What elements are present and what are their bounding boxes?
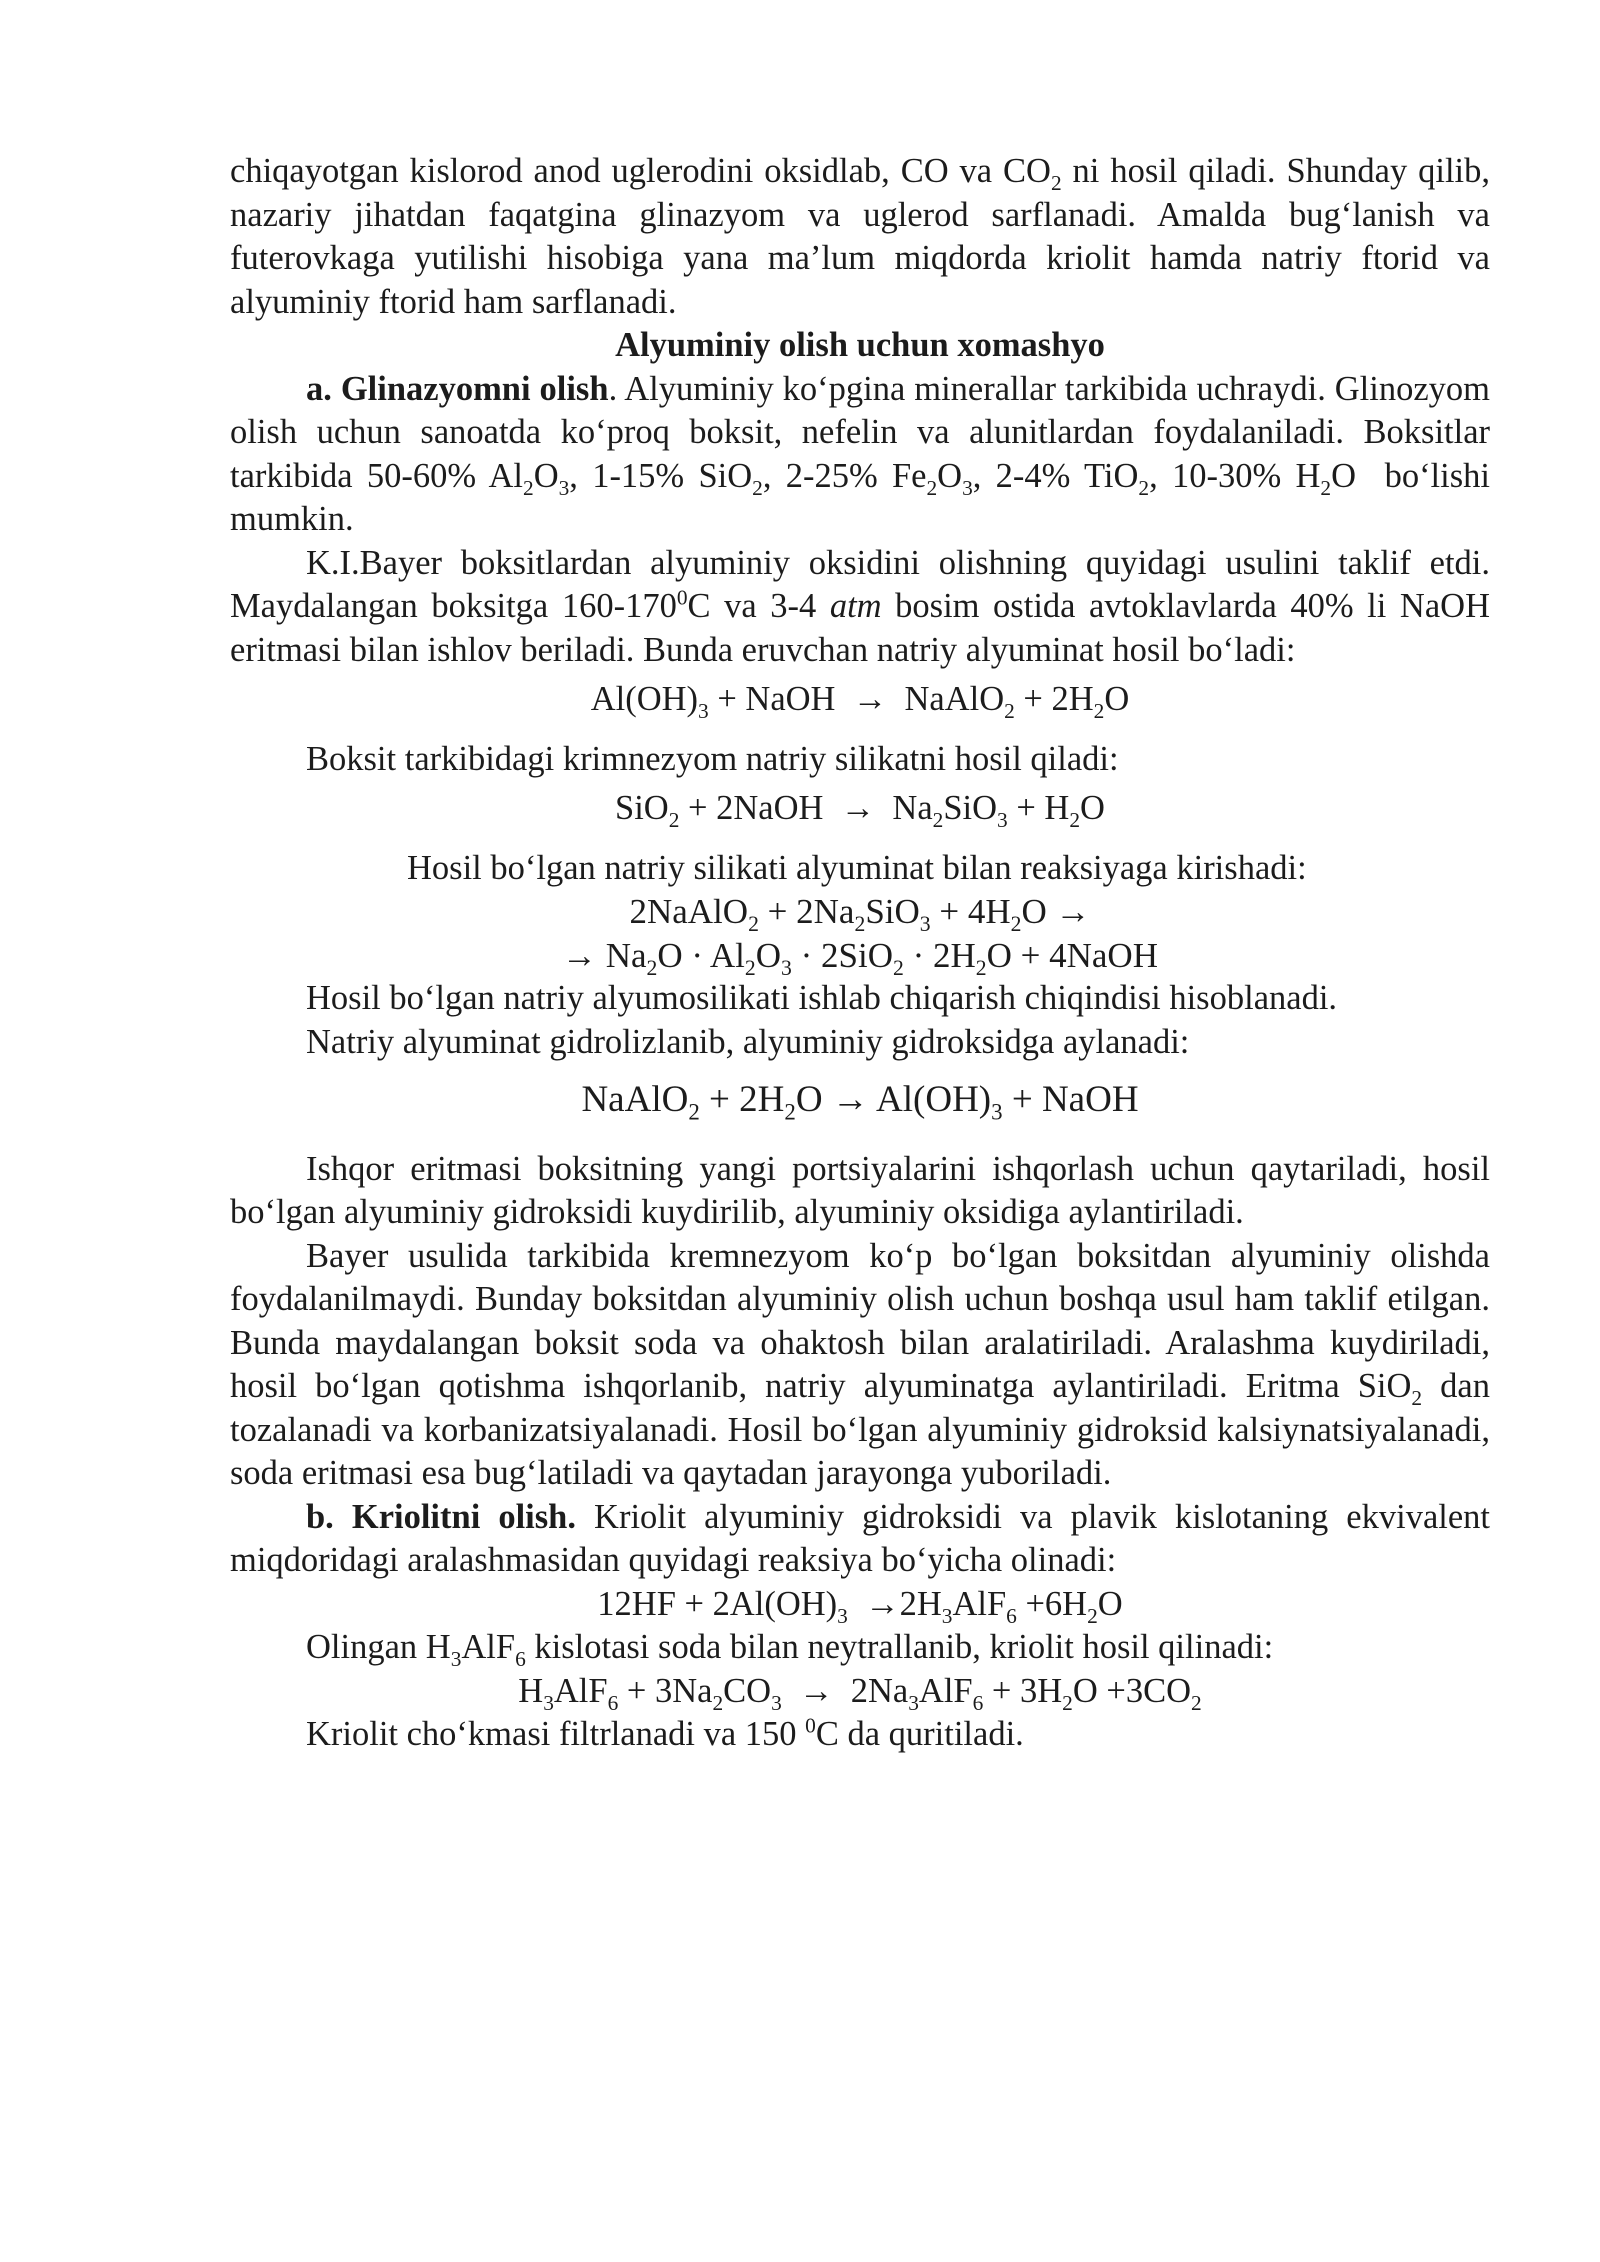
equation-4: NaAlO$_2$ + $2H_2O \to Al(OH)_3$ + NaOH: [581, 1079, 1139, 1125]
equation-6: $H_3AlF_6 + 3Na_2CO_3 \to 2Na_3AlF_6 + 3H_2O +3CO_2$: [518, 1671, 1202, 1715]
equation-3a: 2NaAlO$_2$ + $2Na_2SiO_3 + 4H_2O$ →: [629, 892, 1091, 936]
paragraph-bayer: K.I.Bayer boksitlardan alyuminiy oksidini olishning quyidagi usulini taklif etdi. Maydalangan boksitga $160-170^0C$ va 3-4 atm bosim ostida avtoklavlarda 40% li NaOH eritmasi bilan ishlov beriladi. Bunda eruvchan natriy alyuminat hosil bo‘ladi:: [230, 543, 1490, 669]
paragraph-ishqor: Ishqor eritmasi boksitning yangi portsiyalarini ishqorlash uchun qaytariladi, hosil bo‘lgan alyuminiy gidroksidi kuydirilib, alyuminiy oksidiga aylantiriladi.: [230, 1149, 1490, 1231]
paragraph-silikat: Hosil bo‘lgan natriy silikati alyuminat bilan reaksiyaga kirishadi:: [407, 848, 1307, 887]
paragraph-gidroliz: Natriy alyuminat gidrolizlanib, alyuminiy gidroksidga aylanadi:: [306, 1022, 1190, 1061]
equation-2: SiO$_2$ + 2NaOH → $Na_2SiO_3 + H_2O$: [615, 789, 1105, 832]
equation-5: $12HF + 2Al(OH)_3 \to 2H_3AlF_6 +6H_2O$: [597, 1584, 1123, 1628]
paragraph-kriolit: b. Kriolitni olish. Kriolit alyuminiy gidroksidi va plavik kislotaning ekvivalent miqdoridagi aralashmasidan quyidagi reaksiya bo‘yicha olinadi:: [230, 1497, 1491, 1579]
paragraph-glinazyom: a. Glinazyomni olish. Alyuminiy ko‘pgina minerallar tarkibida uchraydi. Glinozyom olish uchun sanoatda ko‘proq boksit, nefelin va alunitlardan foydalaniladi. Boksitlar tarkibida 50-60% $Al_2O_3$, 1-15% SiO$_2$, 2-25% $Fe_2O_3$, 2-4% TiO$_2$, 10-30% $H_2O$ bo‘lishi mumkin.: [230, 369, 1490, 538]
paragraph-bayer-usul: Bayer usulida tarkibida kremnezyom ko‘p bo‘lgan boksitdan alyuminiy olishda foydalanilmaydi. Bunday boksitdan alyuminiy olish uchun boshqa usul ham taklif etilgan. Bunda maydalangan boksit soda va ohaktosh bilan aralatiriladi. Aralashma kuydiriladi, hosil bo‘lgan qotishma ishqorlanib, natriy alyuminatga aylantiriladi. Eritma SiO$_2$ dan tozalanadi va korbanizatsiyalanadi. Hosil bo‘lgan alyuminiy gidroksid kalsiynatsiyalanadi, soda eritmasi esa bug‘latiladi va qaytadan jarayonga yuboriladi.: [230, 1236, 1490, 1492]
paragraph-quritish: Kriolit cho‘kmasi filtrlanadi va 150 $^0$C da quritiladi.: [306, 1713, 1024, 1753]
paragraph-neytral: Olingan $H_3AlF_6$ kislotasi soda bilan neytrallanib, kriolit hosil qilinadi:: [306, 1628, 1274, 1671]
paragraph-krimnezyom: Boksit tarkibidagi krimnezyom natriy silikatni hosil qiladi:: [306, 739, 1119, 778]
paragraph-alyumosilikat: Hosil bo‘lgan natriy alyumosilikati ishlab chiqarish chiqindisi hisoblanadi.: [306, 979, 1338, 1017]
document-page: [230, 150, 1490, 1757]
equation-1: $Al(OH)_3$ + NaOH → NaAlO$_2$ + $2H_2O$: [590, 680, 1130, 723]
paragraph-intro: chiqayotgan kislorod anod uglerodini oksidlab, CO va $CO_2$ ni hosil qiladi. Shunday qilib, nazariy jihatdan faqatgina glinazyom va uglerod sarflanadi. Amalda bug‘lanish va futerovkaga yutilishi hisobiga yana ma’lum miqdorda kriolit hamda natriy ftorid va alyuminiy ftorid ham sarflanadi.: [230, 152, 1490, 321]
section-heading: Alyuminiy olish uchun xomashyo: [615, 326, 1105, 364]
equation-3b: → $Na_2O \cdot Al_2O_3 \cdot 2SiO_2 \cdot 2H_2O$ + 4NaOH: [561, 935, 1158, 980]
